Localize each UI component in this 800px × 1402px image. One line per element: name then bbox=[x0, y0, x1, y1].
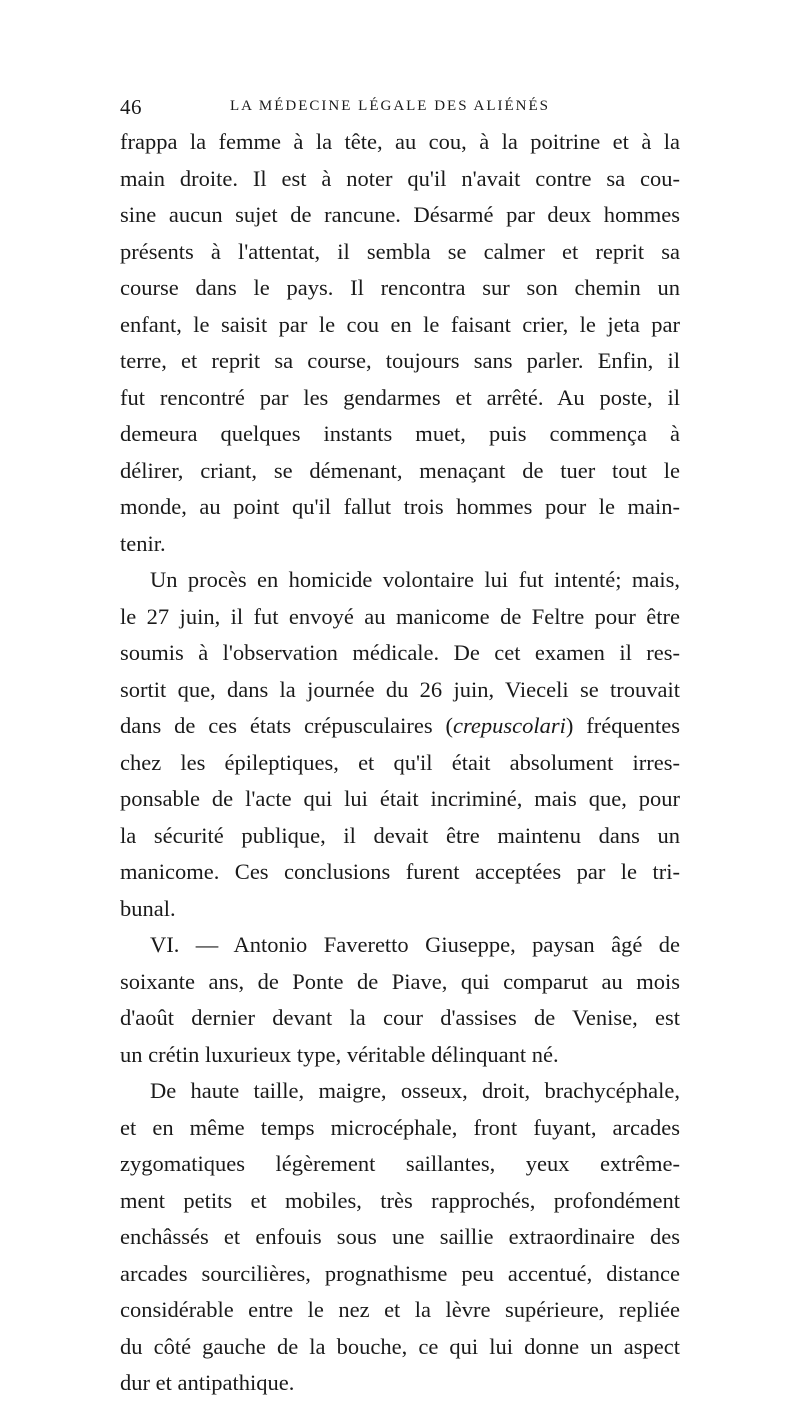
text-segment: ) fréquentes bbox=[565, 713, 680, 738]
text-line: sine aucun sujet de rancune. Désarmé par deux hommes bbox=[120, 202, 680, 227]
text-line: frappa la femme à la tête, au cou, à la poitrine et à la bbox=[120, 129, 680, 154]
text-line: et en même temps microcéphale, front fuyant, arcades bbox=[120, 1114, 680, 1140]
paragraph-start-line: De haute taille, maigre, osseux, droit, brachycéphale, bbox=[150, 1078, 680, 1103]
text-line: zygomatiques légèrement saillantes, yeux extrême- bbox=[120, 1151, 680, 1176]
text-line: fut rencontré par les gendarmes et arrêté. Au poste, il bbox=[120, 384, 680, 410]
text-line: tenir. bbox=[120, 530, 166, 556]
text-line: sortit que, dans la journée du 26 juin, Vieceli se trouvait bbox=[120, 676, 680, 702]
text-line: le 27 juin, il fut envoyé au manicome de Feltre pour être bbox=[120, 603, 680, 629]
page-number: 46 bbox=[120, 95, 142, 119]
text-line: soumis à l'observation médicale. De cet examen il res- bbox=[120, 640, 680, 665]
text-line: enchâssés et enfouis sous une saillie extraordinaire des bbox=[120, 1224, 680, 1249]
text-line: du côté gauche de la bouche, ce qui lui donne un aspect bbox=[120, 1333, 680, 1359]
text-line: demeura quelques instants muet, puis commença à bbox=[120, 421, 680, 446]
text-line: présents à l'attentat, il sembla se calmer et reprit sa bbox=[120, 238, 680, 264]
text-segment: dans de ces états crépusculaires ( bbox=[120, 713, 454, 738]
text-line: main droite. Il est à noter qu'il n'avait contre sa cou- bbox=[120, 165, 680, 191]
text-line: terre, et reprit sa course, toujours sans parler. Enfin, il bbox=[120, 348, 680, 373]
text-line-with-italic bbox=[120, 708, 680, 745]
text-line: d'août dernier devant la cour d'assises de Venise, est bbox=[120, 1005, 680, 1030]
paragraph-start-line: Un procès en homicide volontaire lui fut intenté; mais, bbox=[150, 567, 680, 592]
text-line: arcades sourcilières, prognathisme peu accentué, distance bbox=[120, 1260, 680, 1286]
text-line: soixante ans, de Ponte de Piave, qui comparut au mois bbox=[120, 968, 680, 994]
text-line: un crétin luxurieux type, véritable délinquant né. bbox=[120, 1041, 559, 1067]
page-header bbox=[120, 95, 680, 125]
text-line: dur et antipathique. bbox=[120, 1370, 295, 1395]
text-line: considérable entre le nez et la lèvre supérieure, repliée bbox=[120, 1297, 680, 1322]
text-line: manicome. Ces conclusions furent acceptées par le tri- bbox=[120, 859, 680, 884]
italic-term: crepuscolari bbox=[453, 713, 566, 738]
text-line: bunal. bbox=[120, 895, 176, 921]
text-line: délirer, criant, se démenant, menaçant de tuer tout le bbox=[120, 457, 680, 483]
text-line: chez les épileptiques, et qu'il était absolument irres- bbox=[120, 749, 680, 775]
text-line: la sécurité publique, il devait être maintenu dans un bbox=[120, 822, 680, 848]
paragraph-start-line: VI. — Antonio Faveretto Giuseppe, paysan âgé de bbox=[150, 932, 680, 957]
running-head: LA MÉDECINE LÉGALE DES ALIÉNÉS bbox=[230, 98, 550, 114]
text-line: ponsable de l'acte qui lui était incriminé, mais que, pour bbox=[120, 786, 680, 811]
text-line: ment petits et mobiles, très rapprochés, profondément bbox=[120, 1187, 680, 1213]
body-text bbox=[120, 124, 680, 1402]
text-line: course dans le pays. Il rencontra sur son chemin un bbox=[120, 275, 680, 300]
text-line: monde, au point qu'il fallut trois hommes pour le main- bbox=[120, 494, 680, 519]
text-line: enfant, le saisit par le cou en le faisant crier, le jeta par bbox=[120, 311, 680, 337]
